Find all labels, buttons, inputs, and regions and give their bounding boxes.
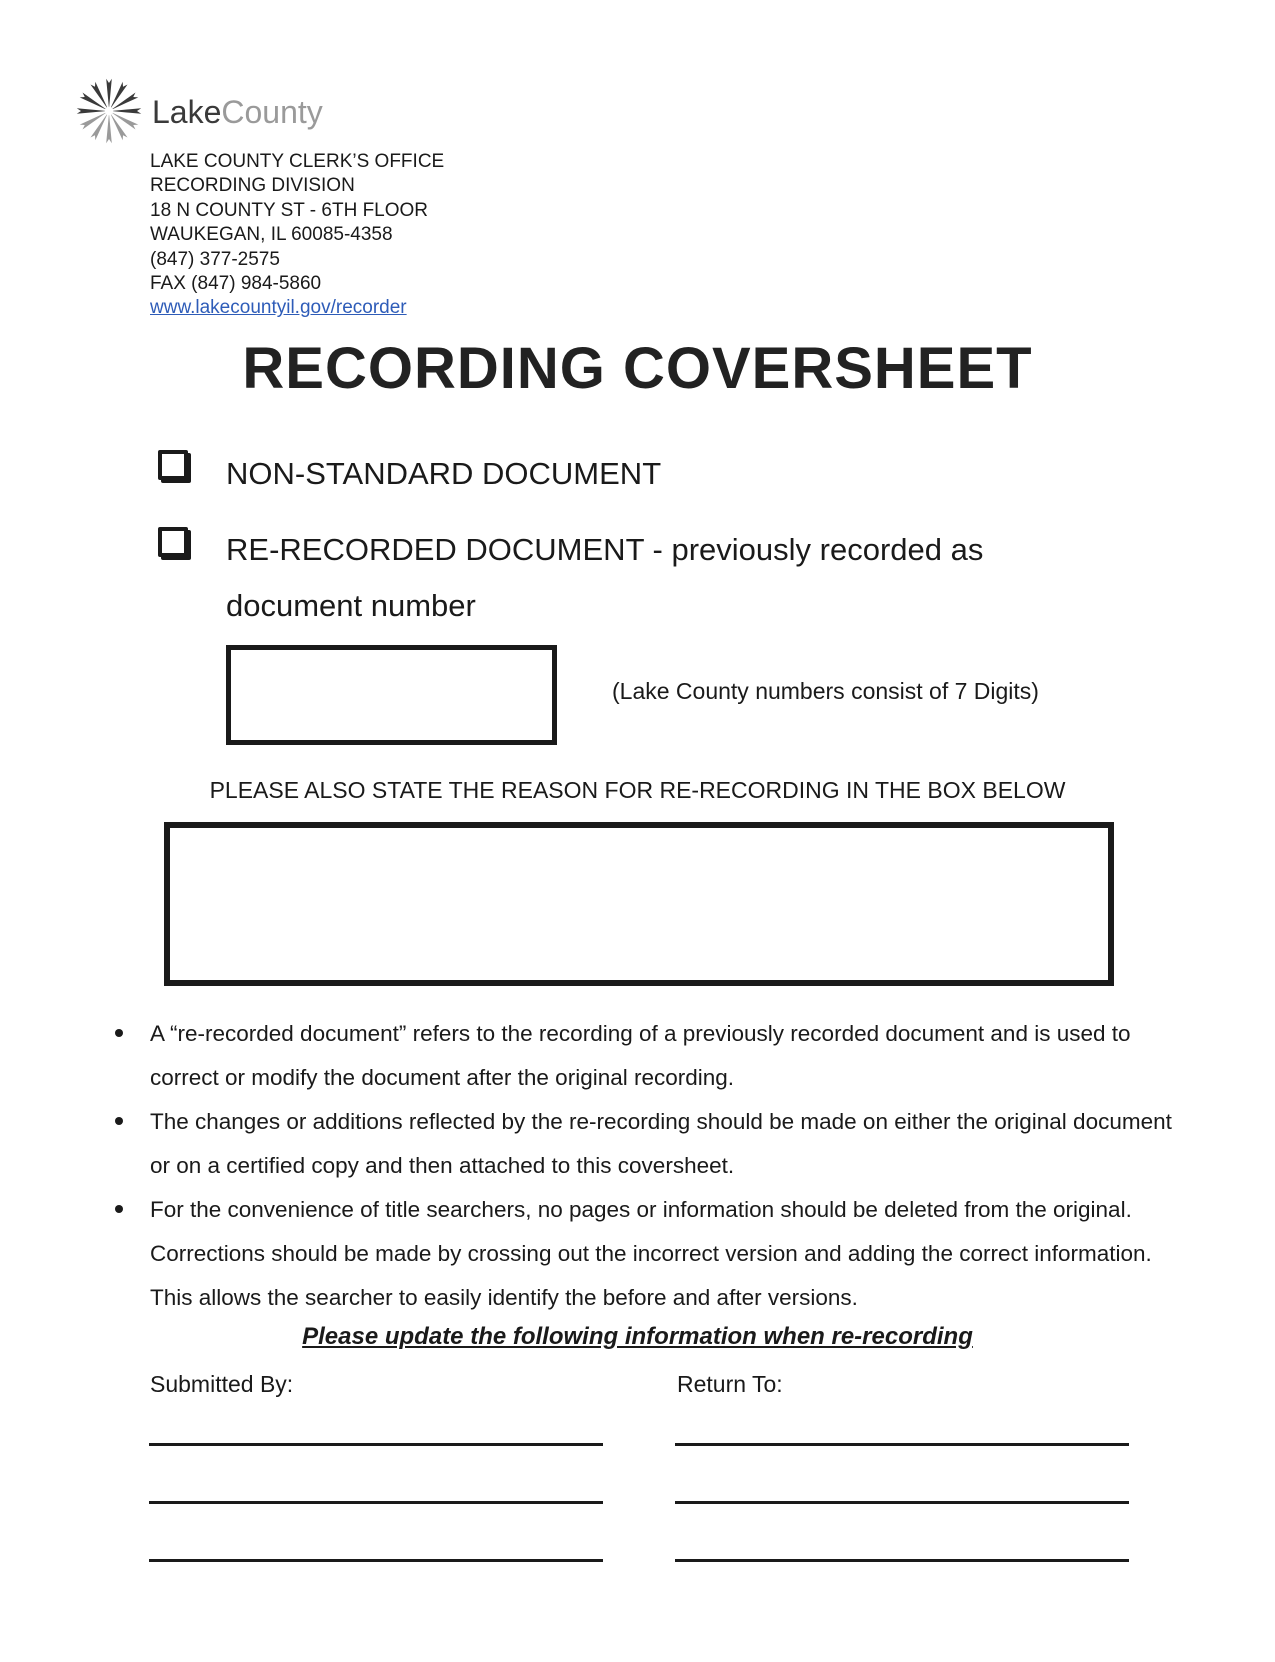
- non-standard-label: NON-STANDARD DOCUMENT: [226, 456, 662, 491]
- submitted-by-line-3[interactable]: [149, 1559, 603, 1562]
- submitted-by-line-1[interactable]: [149, 1443, 603, 1446]
- bullet-icon: [115, 1205, 123, 1213]
- reason-field[interactable]: [164, 822, 1114, 986]
- return-to-line-2[interactable]: [675, 1501, 1129, 1504]
- office-street: 18 N COUNTY ST - 6TH FLOOR: [150, 199, 429, 221]
- bullet-icon: [115, 1117, 123, 1125]
- logo-word-lake: Lake: [152, 94, 222, 130]
- page-title: RECORDING COVERSHEET: [242, 336, 1033, 401]
- logo-word-county: County: [221, 94, 323, 130]
- office-fax: FAX (847) 984-5860: [150, 273, 322, 295]
- bullet-icon: [115, 1029, 123, 1037]
- return-to-line-1[interactable]: [675, 1443, 1129, 1446]
- submitted-by-line-2[interactable]: [149, 1501, 603, 1504]
- return-to-line-3[interactable]: [675, 1559, 1129, 1562]
- starburst-logo-icon: [74, 76, 144, 146]
- logo-wordmark: [152, 92, 323, 132]
- office-name: LAKE COUNTY CLERK’S OFFICE: [150, 151, 445, 172]
- office-phone: (847) 377-2575: [150, 248, 280, 270]
- return-to-label: Return To:: [677, 1371, 783, 1397]
- list-item: [110, 1100, 1190, 1188]
- update-note: Please update the following information when re-recording: [302, 1323, 973, 1350]
- list-item-text: A “re-recorded document” refers to the recording of a previously recorded document and is used to correct or modify the document after the original recording.: [150, 1021, 1131, 1090]
- office-website-link[interactable]: www.lakecountyil.gov/recorder: [150, 297, 407, 319]
- list-item-text: For the convenience of title searchers, no pages or information should be deleted from the original. Corrections should be made by crossing out the incorrect version and adding the correct information. This allows the searcher to easily identify the before and after versions.: [150, 1197, 1152, 1310]
- document-number-field[interactable]: [226, 645, 557, 745]
- re-recorded-checkbox[interactable]: [158, 527, 188, 557]
- reason-label: PLEASE ALSO STATE THE REASON FOR RE-RECORDING IN THE BOX BELOW: [209, 777, 1066, 803]
- list-item: [110, 1188, 1190, 1320]
- re-recorded-label: RE-RECORDED DOCUMENT - previously recorded as: [226, 532, 984, 567]
- office-address-block: [150, 150, 444, 321]
- list-item-text: The changes or additions reflected by the re-recording should be made on either the original document or on a certified copy and then attached to this coversheet.: [150, 1109, 1172, 1178]
- document-number-note: (Lake County numbers consist of 7 Digits): [612, 678, 1039, 704]
- office-division: RECORDING DIVISION: [150, 175, 355, 197]
- instructions-list: [110, 1012, 1190, 1320]
- office-city: WAUKEGAN, IL 60085-4358: [150, 224, 393, 246]
- re-recorded-label-continued: document number: [226, 588, 476, 623]
- non-standard-checkbox[interactable]: [158, 450, 188, 480]
- list-item: [110, 1012, 1190, 1100]
- submitted-by-label: Submitted By:: [150, 1371, 294, 1397]
